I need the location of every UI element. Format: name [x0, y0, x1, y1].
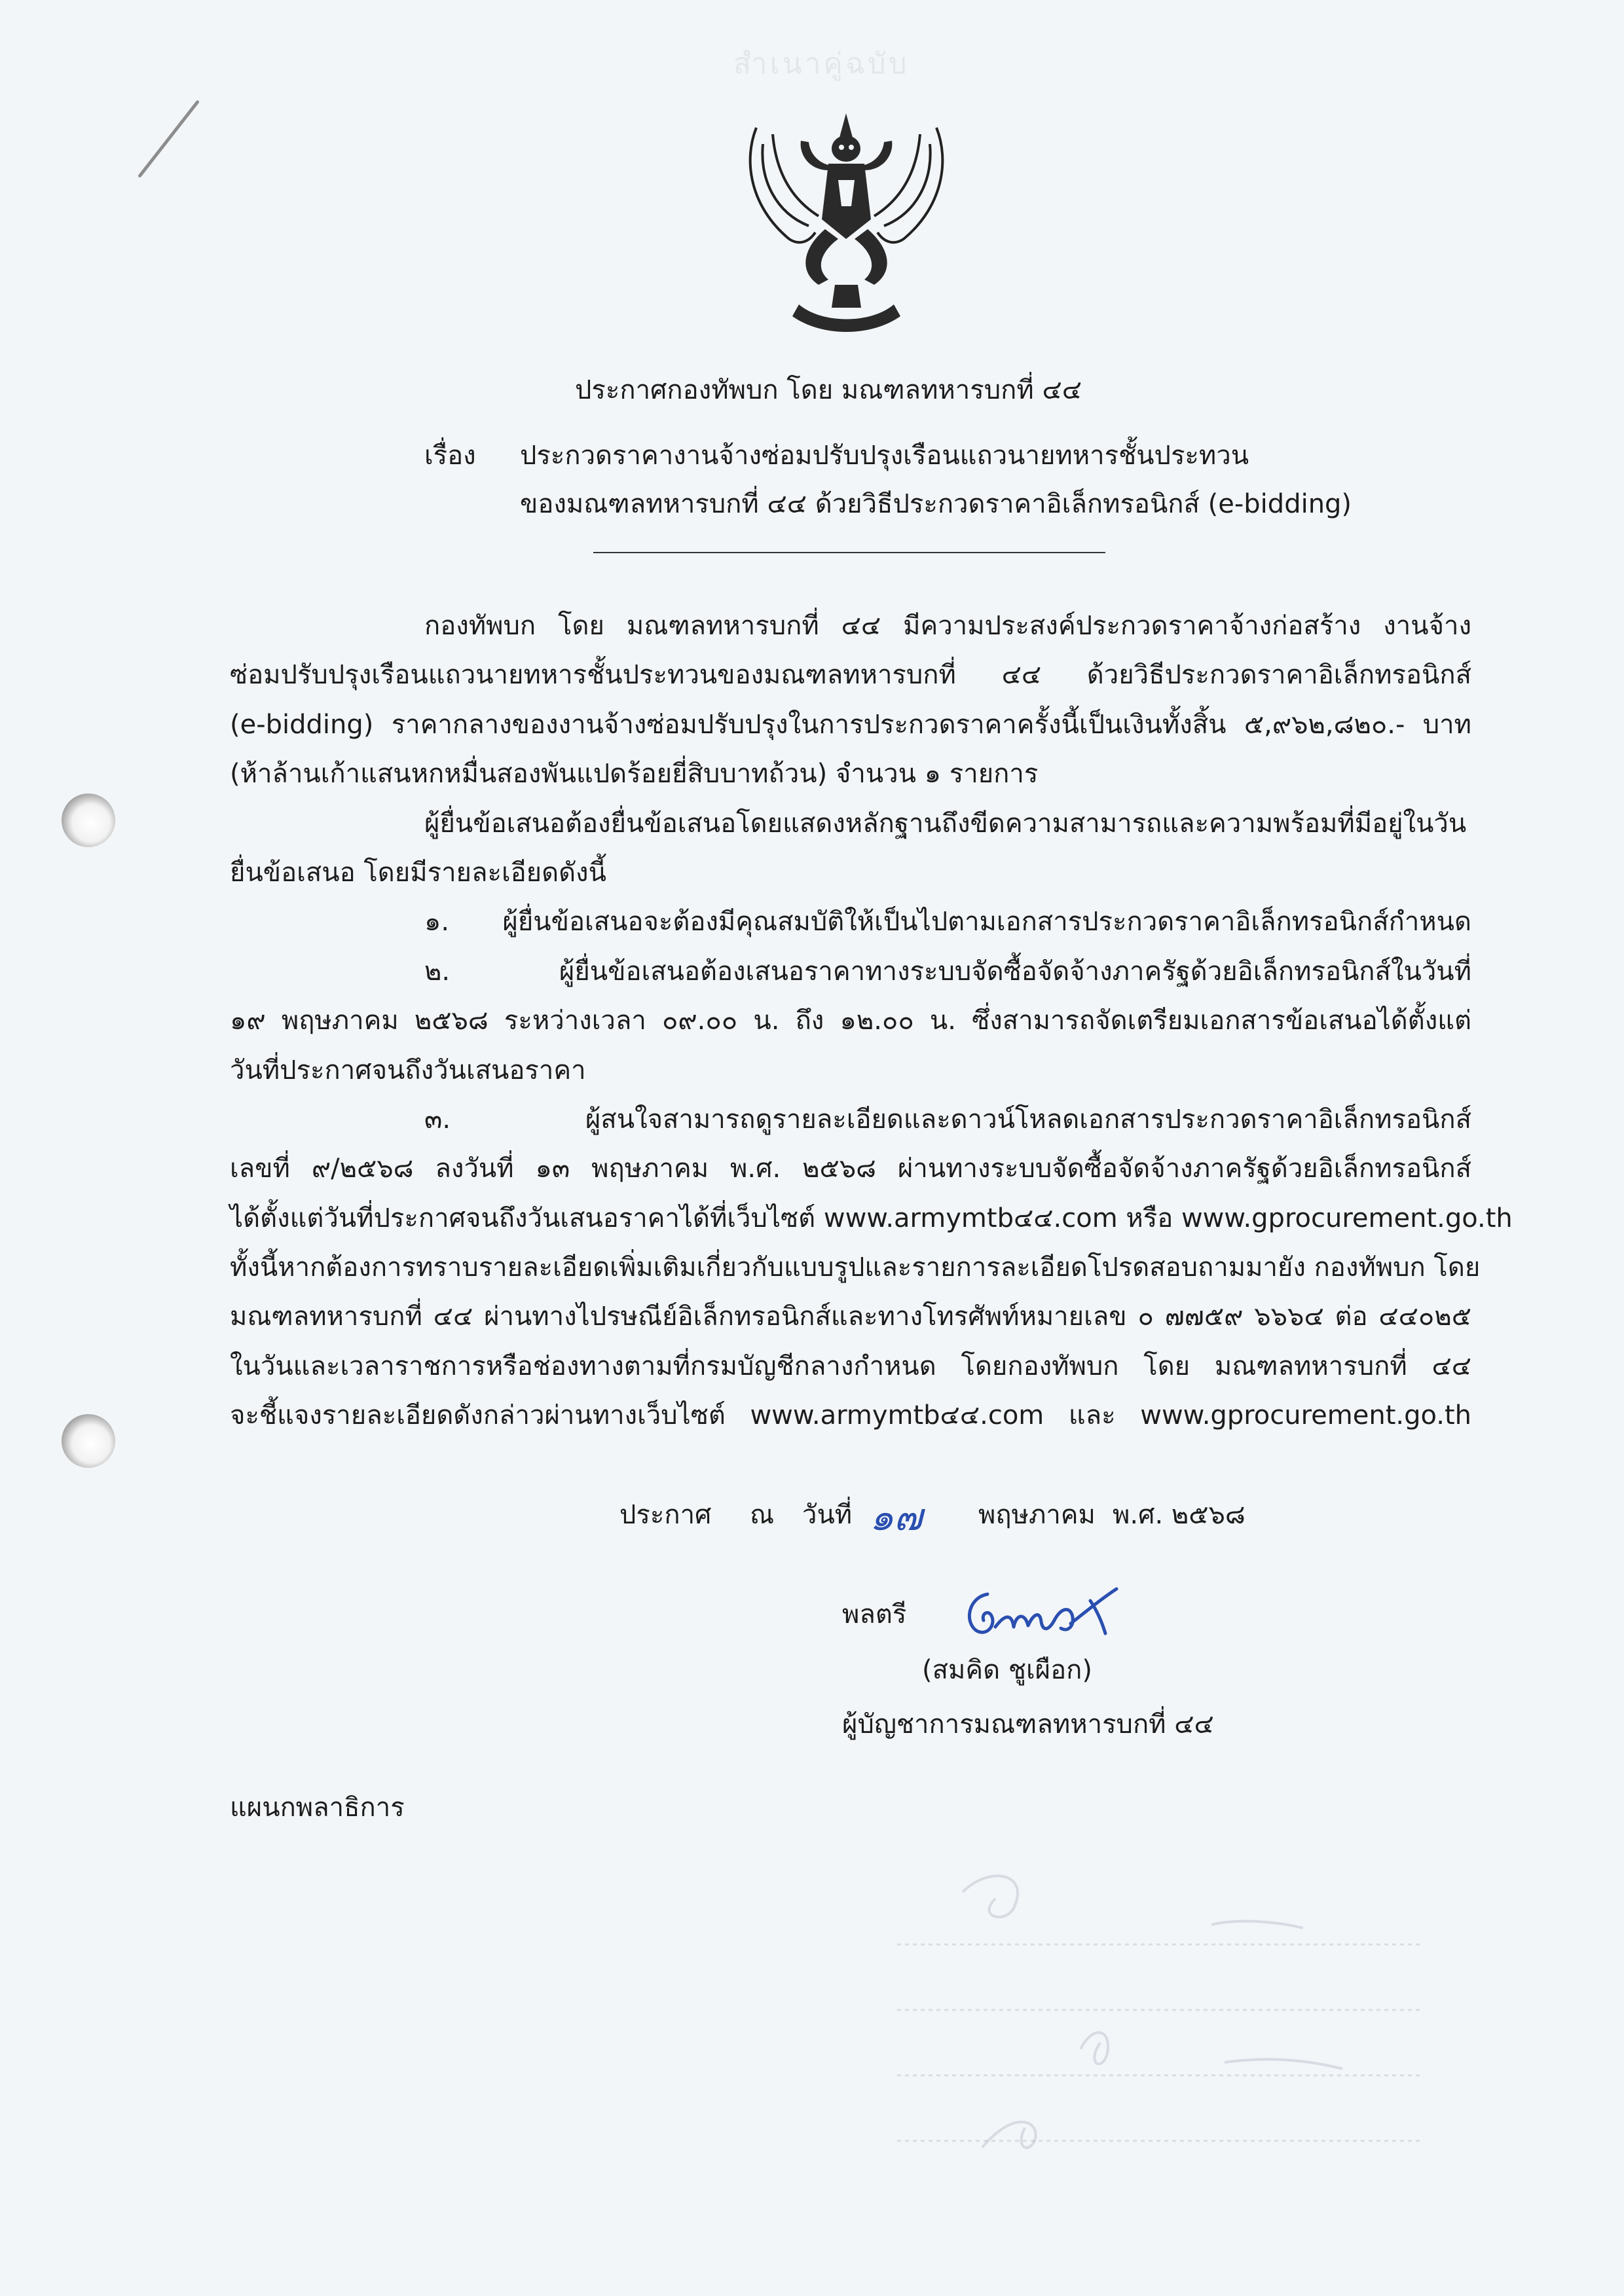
- announcement-body: [230, 602, 1513, 1441]
- garuda-emblem-icon: [737, 108, 956, 347]
- body-line: เลขที่ ๙/๒๕๖๘ ลงวันที่ ๑๓ พฤษภาคม พ.ศ. ๒๕๖๘ ผ่านทางระบบจัดซื้อจัดจ้างภาครัฐด้วยอิเล็กทรอนิกส์: [230, 1154, 1471, 1184]
- body-line: (e-bidding) ราคากลางของงานจ้างซ่อมปรับปรุงในการประกวดราคาครั้งนี้เป็นเงินทั้งสิ้น ๕,๙๖๒,๘๒๐.- บาท: [230, 709, 1471, 740]
- punch-hole-bottom: [62, 1414, 115, 1468]
- body-line: ทั้งนี้หากต้องการทราบรายละเอียดเพิ่มเติมเกี่ยวกับแบบรูปและรายการละเอียดโปรดสอบถามมายัง กองทัพบก โดย: [230, 1252, 1481, 1283]
- routing-stamp-faint: [884, 1846, 1447, 2160]
- date-year: พ.ศ. ๒๕๖๘: [1113, 1500, 1246, 1530]
- body-line: ผู้ยื่นข้อเสนอต้องยื่นข้อเสนอโดยแสดงหลักฐานถึงขีดความสามารถและความพร้อมที่มีอยู่ในวัน: [424, 808, 1467, 839]
- body-line: ๓. ผู้สนใจสามารถดูรายละเอียดและดาวน์โหลดเอกสารประกวดราคาอิเล็กทรอนิกส์: [424, 1104, 1471, 1135]
- staple-mark: [138, 100, 200, 178]
- signer-title: ผู้บัญชาการมณฑลทหารบกที่ ๔๔: [842, 1709, 1214, 1740]
- body-line: วันที่ประกาศจนถึงวันเสนอราคา: [230, 1055, 586, 1085]
- date-month: พฤษภาคม: [978, 1500, 1096, 1530]
- announcement-heading: [0, 374, 1624, 406]
- punch-hole-top: [62, 793, 115, 847]
- body-line: ได้ตั้งแต่วันที่ประกาศจนถึงวันเสนอราคาได้ที่เว็บไซต์ www.armymtb๔๔.com หรือ www.gprocurement.go.th: [230, 1203, 1513, 1233]
- body-line: จะชี้แจงรายละเอียดดังกล่าวผ่านทางเว็บไซต์ www.armymtb๔๔.com และ www.gprocurement.go.th: [230, 1400, 1471, 1431]
- body-line: ในวันและเวลาราชการหรือช่องทางตามที่กรมบัญชีกลางกำหนด โดยกองทัพบก โดย มณฑลทหารบกที่ ๔๔: [230, 1351, 1471, 1381]
- heading-text: ประกาศกองทัพบก โดย มณฑลทหารบกที่ ๔๔: [575, 375, 1082, 405]
- body-line: ๑. ผู้ยื่นข้อเสนอจะต้องมีคุณสมบัติให้เป็นไปตามเอกสารประกวดราคาอิเล็กทรอนิกส์กำหนด: [424, 907, 1471, 938]
- date-announced-label: ประกาศ: [619, 1500, 712, 1530]
- body-line: ยื่นข้อเสนอ โดยมีรายละเอียดดังนี้: [230, 857, 606, 888]
- body-line: (ห้าล้านเก้าแสนหกหมื่นสองพันแปดร้อยยี่สิบบาทถ้วน) จำนวน ๑ รายการ: [230, 759, 1039, 790]
- body-line: ๒. ผู้ยื่นข้อเสนอต้องเสนอราคาทางระบบจัดซื้อจัดจ้างภาครัฐด้วยอิเล็กทรอนิกส์ในวันที่: [424, 956, 1471, 987]
- body-line: ซ่อมปรับปรุงเรือนแถวนายทหารชั้นประทวนของมณฑลทหารบกที่ ๔๔ ด้วยวิธีประกวดราคาอิเล็กทรอนิกส์: [230, 660, 1471, 691]
- copy-stamp: สำเนาคู่ฉบับ: [733, 47, 910, 81]
- subject-label: เรื่อง: [424, 441, 476, 471]
- body-line: กองทัพบก โดย มณฑลทหารบกที่ ๔๔ มีความประสงค์ประกวดราคาจ้างก่อสร้าง งานจ้าง: [424, 611, 1471, 641]
- signer-rank: พลตรี: [842, 1599, 907, 1630]
- date-at-label: ณ: [750, 1500, 775, 1530]
- date-day-handwritten: ๑๗: [870, 1495, 923, 1539]
- handwritten-signature: [956, 1575, 1126, 1647]
- issuing-section: แผนกพลาธิการ: [230, 1793, 405, 1823]
- signer-name: (สมคิด ชูเผือก): [922, 1655, 1092, 1685]
- heading-divider: [593, 552, 1105, 553]
- body-line: มณฑลทหารบกที่ ๔๔ ผ่านทางไปรษณีย์อิเล็กทรอนิกส์และทางโทรศัพท์หมายเลข ๐ ๗๗๕๙ ๖๖๖๔ ต่อ ๔๔๐๒๕: [230, 1302, 1471, 1332]
- subject-line-2: ของมณฑลทหารบกที่ ๔๔ ด้วยวิธีประกวดราคาอิเล็กทรอนิกส์ (e-bidding): [520, 489, 1352, 519]
- body-line: ๑๙ พฤษภาคม ๒๕๖๘ ระหว่างเวลา ๐๙.๐๐ น. ถึง ๑๒.๐๐ น. ซึ่งสามารถจัดเตรียมเอกสารข้อเสนอได้ตั้งแต่: [230, 1006, 1471, 1036]
- subject-line-1: ประกวดราคางานจ้างซ่อมปรับปรุงเรือนแถวนายทหารชั้นประทวน: [520, 441, 1249, 471]
- date-day-label: วันที่: [802, 1500, 853, 1530]
